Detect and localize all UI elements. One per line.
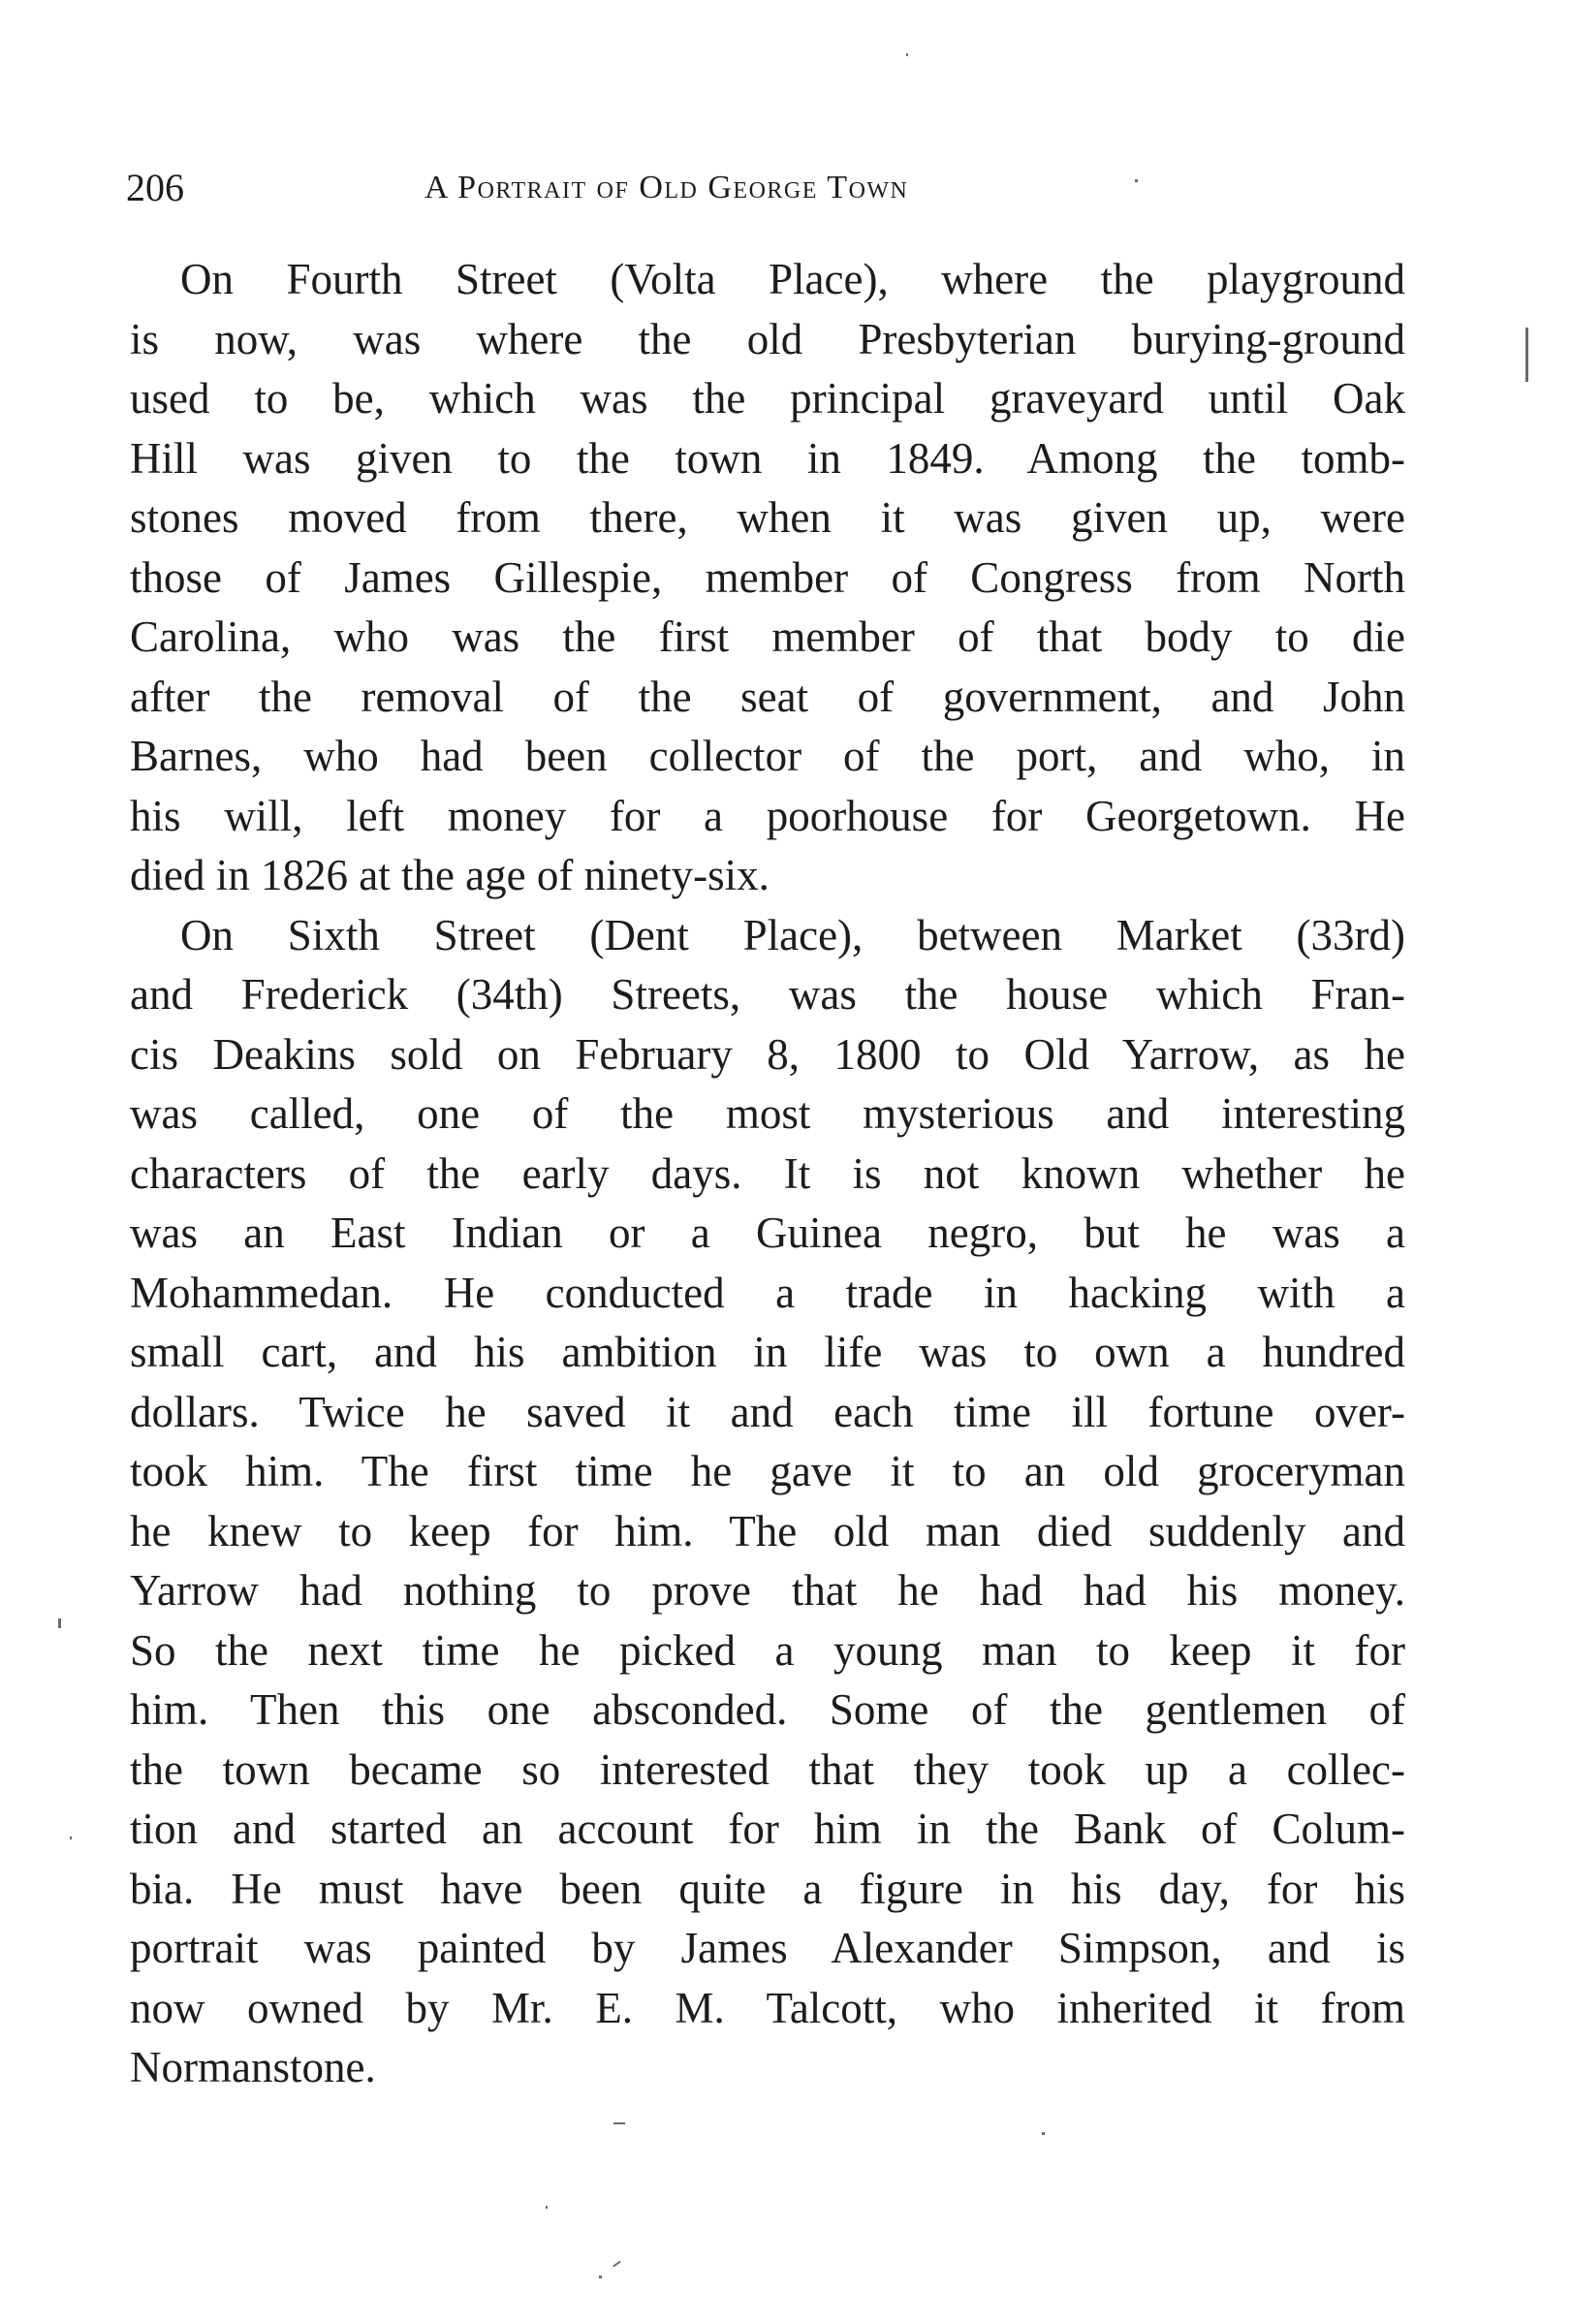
text-line: Hill was given to the town in 1849. Among the tomb- <box>130 433 1405 483</box>
text-line: took him. The first time he gave it to an old groceryman <box>130 1447 1405 1495</box>
running-title: A Portrait of Old George Town <box>424 170 909 205</box>
scan-mark <box>613 2122 625 2124</box>
text-line: now owned by Mr. E. M. Talcott, who inherited it from <box>130 1983 1405 2032</box>
scan-mark <box>599 2276 602 2278</box>
scan-mark <box>1135 179 1138 182</box>
text-line: was called, one of the most mysterious and interesting <box>130 1089 1405 1138</box>
text-line: those of James Gillespie, member of Congress from North <box>130 552 1405 602</box>
paragraph-sixth-street <box>130 906 1405 2098</box>
text-line: he knew to keep for him. The old man died suddenly and <box>130 1506 1405 1555</box>
text-line: Barnes, who had been collector of the port, and who, in <box>130 732 1405 780</box>
text-line: Mohammedan. He conducted a trade in hacking with a <box>130 1268 1405 1317</box>
text-line: tion and started an account for him in the Bank of Colum- <box>130 1805 1405 1853</box>
text-line: Yarrow had nothing to prove that he had had his money. <box>130 1566 1405 1615</box>
text-line: his will, left money for a poorhouse for Georgetown. He <box>130 791 1405 840</box>
scan-mark <box>613 2261 621 2268</box>
text-line: On Fourth Street (Volta Place), where the playground <box>180 255 1405 303</box>
running-header <box>0 159 1571 217</box>
text-line: and Frederick (34th) Streets, was the house which Fran- <box>130 970 1405 1019</box>
text-line: small cart, and his ambition in life was to own a hundred <box>130 1328 1405 1376</box>
paragraph-fourth-street <box>130 250 1405 906</box>
text-line: was an East Indian or a Guinea negro, but he was a <box>130 1209 1405 1257</box>
scan-mark <box>546 2206 548 2209</box>
text-line: cis Deakins sold on February 8, 1800 to Old Yarrow, as he <box>130 1029 1405 1079</box>
text-line: is now, was where the old Presbyterian burying-ground <box>130 314 1405 363</box>
scan-mark <box>906 53 908 56</box>
page-number: 206 <box>126 166 184 209</box>
text-line: portrait was painted by James Alexander Simpson, and is <box>130 1924 1405 1972</box>
text-line: after the removal of the seat of government, and John <box>130 672 1405 721</box>
text-line: characters of the early days. It is not known whether he <box>130 1148 1405 1198</box>
scan-mark <box>1525 328 1528 382</box>
text-line: So the next time he picked a young man to keep it for <box>130 1625 1405 1675</box>
text-line: used to be, which was the principal graveyard until Oak <box>130 374 1405 423</box>
text-line: On Sixth Street (Dent Place), between Market (33rd) <box>180 910 1405 959</box>
page-body <box>130 250 1405 2098</box>
text-line: Normanstone. <box>130 2043 376 2091</box>
scan-mark <box>58 1618 61 1628</box>
text-line: died in 1826 at the age of ninety-six. <box>130 851 770 899</box>
text-line: bia. He must have been quite a figure in his day, for his <box>130 1864 1405 1913</box>
text-line: stones moved from there, when it was given up, were <box>130 493 1405 542</box>
text-line: him. Then this one absconded. Some of the gentlemen of <box>130 1685 1405 1734</box>
text-line: the town became so interested that they took up a collec- <box>130 1744 1405 1794</box>
scan-mark <box>70 1837 72 1839</box>
scan-mark <box>1042 2132 1045 2135</box>
text-line: Carolina, who was the first member of that body to die <box>130 612 1405 661</box>
text-line: dollars. Twice he saved it and each time ill fortune over- <box>130 1387 1405 1436</box>
